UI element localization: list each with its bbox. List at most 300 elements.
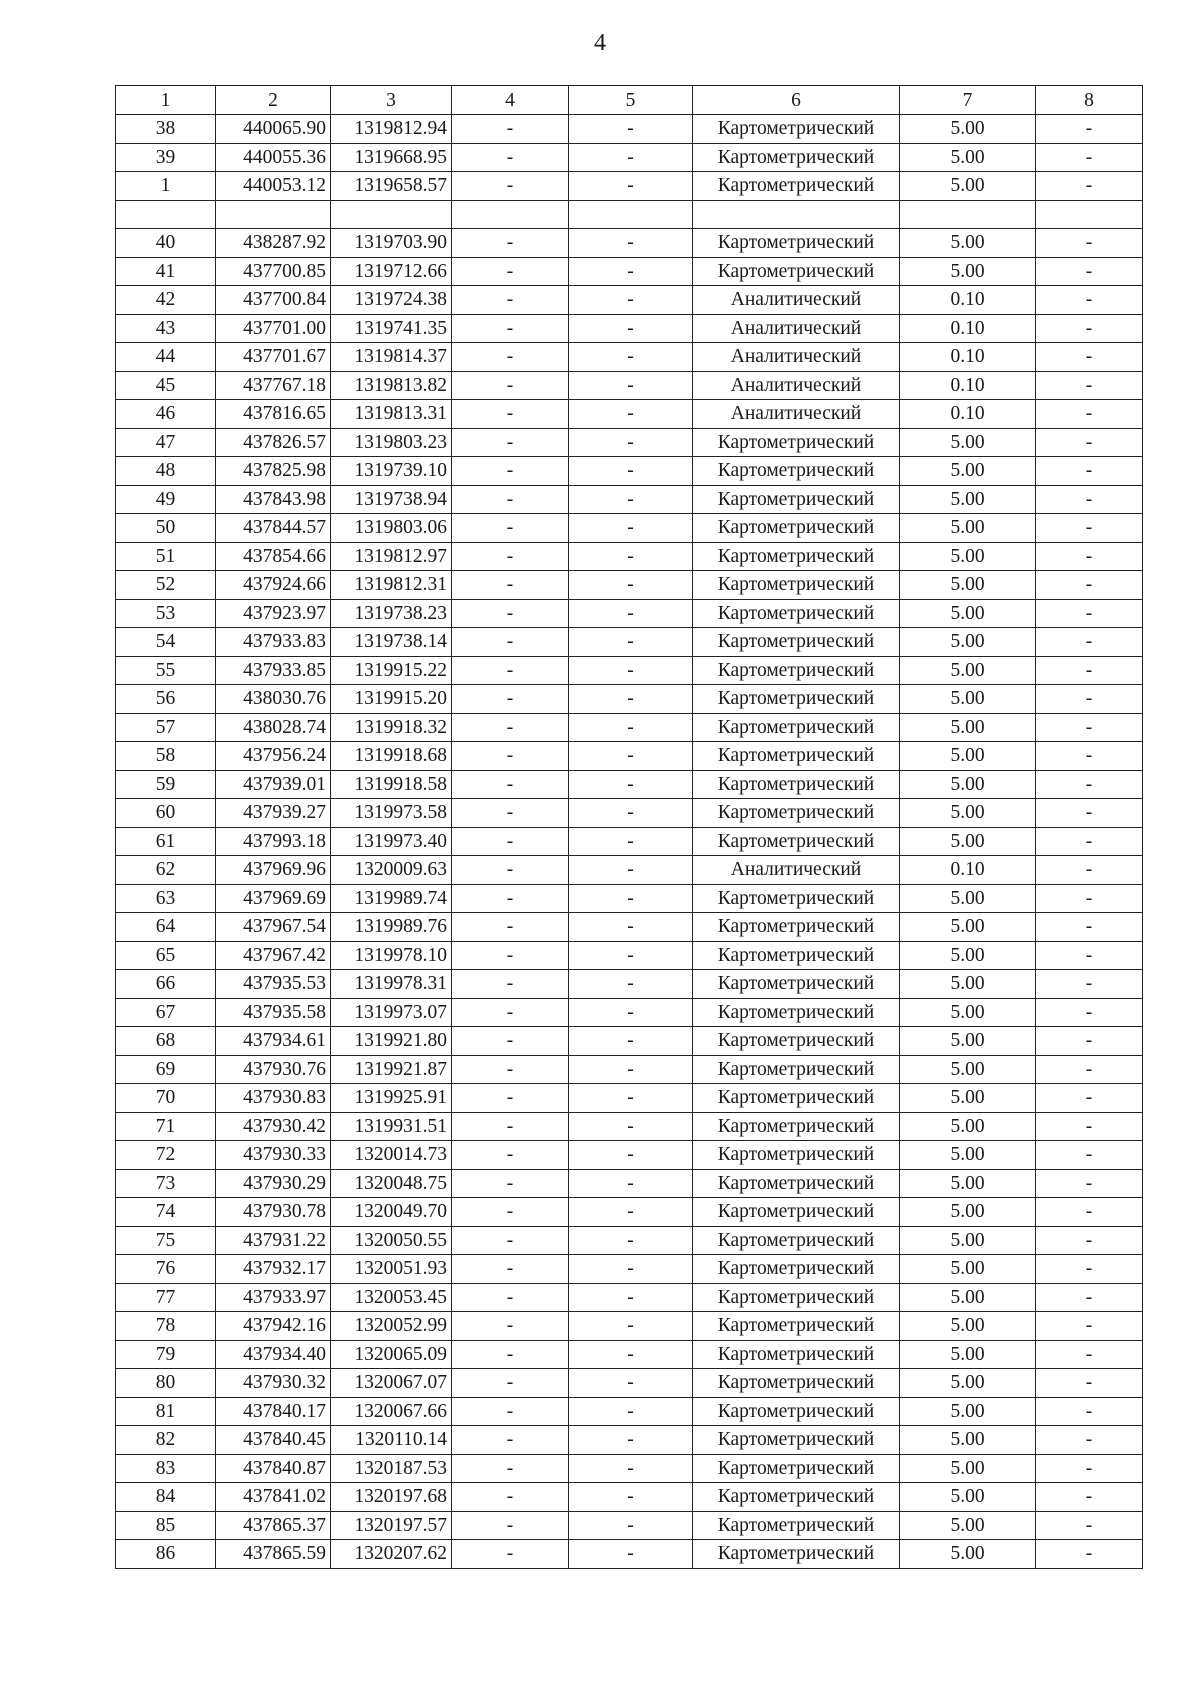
col4-cell: - — [452, 1540, 569, 1569]
col4-cell: - — [452, 856, 569, 885]
column-header: 5 — [569, 86, 693, 115]
col5-cell: - — [569, 1540, 693, 1569]
x-coordinate-cell: 437939.01 — [216, 770, 331, 799]
point-number-cell: 76 — [116, 1255, 216, 1284]
accuracy-cell: 5.00 — [900, 542, 1036, 571]
col4-cell: - — [452, 314, 569, 343]
accuracy-cell: 5.00 — [900, 1255, 1036, 1284]
y-coordinate-cell: 1320052.99 — [331, 1312, 452, 1341]
col4-cell: - — [452, 656, 569, 685]
point-number-cell: 41 — [116, 257, 216, 286]
table-row — [116, 1540, 1143, 1569]
col8-cell: - — [1036, 970, 1143, 999]
table-row — [116, 115, 1143, 144]
col5-cell: - — [569, 371, 693, 400]
accuracy-cell: 5.00 — [900, 1283, 1036, 1312]
y-coordinate-cell: 1319918.58 — [331, 770, 452, 799]
x-coordinate-cell: 437930.76 — [216, 1055, 331, 1084]
x-coordinate-cell: 437969.69 — [216, 884, 331, 913]
col4-cell: - — [452, 628, 569, 657]
method-cell: Картометрический — [693, 257, 900, 286]
col4-cell: - — [452, 371, 569, 400]
col5-cell: - — [569, 1397, 693, 1426]
accuracy-cell: 5.00 — [900, 172, 1036, 201]
table-row — [116, 628, 1143, 657]
col4-cell: - — [452, 1055, 569, 1084]
col5-cell: - — [569, 1511, 693, 1540]
table-row — [116, 1426, 1143, 1455]
method-cell: Картометрический — [693, 599, 900, 628]
col8-cell: - — [1036, 1169, 1143, 1198]
col8-cell: - — [1036, 1141, 1143, 1170]
col8-cell: - — [1036, 571, 1143, 600]
y-coordinate-cell: 1319814.37 — [331, 343, 452, 372]
col8-cell: - — [1036, 428, 1143, 457]
col8-cell: - — [1036, 770, 1143, 799]
y-coordinate-cell: 1319812.97 — [331, 542, 452, 571]
col8-cell: - — [1036, 229, 1143, 258]
accuracy-cell: 5.00 — [900, 1397, 1036, 1426]
col5-cell: - — [569, 428, 693, 457]
method-cell: Картометрический — [693, 742, 900, 771]
point-number-cell: 46 — [116, 400, 216, 429]
col5-cell: - — [569, 1226, 693, 1255]
y-coordinate-cell: 1319812.31 — [331, 571, 452, 600]
table-row — [116, 428, 1143, 457]
accuracy-cell: 5.00 — [900, 1084, 1036, 1113]
col4-cell: - — [452, 1226, 569, 1255]
table-row — [116, 143, 1143, 172]
col5-cell: - — [569, 685, 693, 714]
method-cell: Картометрический — [693, 884, 900, 913]
method-cell: Картометрический — [693, 1027, 900, 1056]
col4-cell: - — [452, 1027, 569, 1056]
x-coordinate-cell: 437843.98 — [216, 485, 331, 514]
column-header: 1 — [116, 86, 216, 115]
col8-cell: - — [1036, 314, 1143, 343]
table-row — [116, 827, 1143, 856]
point-number-cell: 63 — [116, 884, 216, 913]
y-coordinate-cell: 1320065.09 — [331, 1340, 452, 1369]
col8-cell: - — [1036, 799, 1143, 828]
accuracy-cell: 0.10 — [900, 286, 1036, 315]
y-coordinate-cell: 1320050.55 — [331, 1226, 452, 1255]
method-cell: Картометрический — [693, 1226, 900, 1255]
accuracy-cell: 5.00 — [900, 770, 1036, 799]
col5-cell: - — [569, 1312, 693, 1341]
table-row — [116, 200, 1143, 229]
col8-cell: - — [1036, 628, 1143, 657]
y-coordinate-cell: 1320053.45 — [331, 1283, 452, 1312]
table-row — [116, 1198, 1143, 1227]
col8-cell: - — [1036, 1369, 1143, 1398]
accuracy-cell: 5.00 — [900, 1027, 1036, 1056]
col8-cell: - — [1036, 884, 1143, 913]
accuracy-cell: 5.00 — [900, 428, 1036, 457]
col4-cell: - — [452, 1340, 569, 1369]
method-cell: Аналитический — [693, 286, 900, 315]
method-cell: Картометрический — [693, 1255, 900, 1284]
table-row — [116, 599, 1143, 628]
table-row — [116, 998, 1143, 1027]
y-coordinate-cell: 1319915.22 — [331, 656, 452, 685]
y-coordinate-cell: 1319921.80 — [331, 1027, 452, 1056]
col4-cell: - — [452, 713, 569, 742]
col8-cell: - — [1036, 1255, 1143, 1284]
point-number-cell: 71 — [116, 1112, 216, 1141]
method-cell: Картометрический — [693, 457, 900, 486]
point-number-cell: 83 — [116, 1454, 216, 1483]
col5-cell: - — [569, 400, 693, 429]
point-number-cell: 43 — [116, 314, 216, 343]
y-coordinate-cell: 1319738.94 — [331, 485, 452, 514]
col8-cell: - — [1036, 1426, 1143, 1455]
x-coordinate-cell: 437844.57 — [216, 514, 331, 543]
method-cell: Картометрический — [693, 1283, 900, 1312]
method-cell: Картометрический — [693, 1426, 900, 1455]
y-coordinate-cell: 1319741.35 — [331, 314, 452, 343]
col5-cell: - — [569, 941, 693, 970]
point-number-cell: 85 — [116, 1511, 216, 1540]
x-coordinate-cell: 437701.00 — [216, 314, 331, 343]
col5-cell: - — [569, 884, 693, 913]
method-cell: Картометрический — [693, 1112, 900, 1141]
x-coordinate-cell: 437932.17 — [216, 1255, 331, 1284]
table-row — [116, 713, 1143, 742]
table-row — [116, 1511, 1143, 1540]
accuracy-cell: 5.00 — [900, 1312, 1036, 1341]
y-coordinate-cell: 1319978.10 — [331, 941, 452, 970]
col4-cell: - — [452, 485, 569, 514]
x-coordinate-cell: 437865.37 — [216, 1511, 331, 1540]
x-coordinate-cell: 437700.85 — [216, 257, 331, 286]
col8-cell: - — [1036, 599, 1143, 628]
point-number-cell: 86 — [116, 1540, 216, 1569]
col8-cell: - — [1036, 827, 1143, 856]
accuracy-cell: 5.00 — [900, 713, 1036, 742]
accuracy-cell: 5.00 — [900, 656, 1036, 685]
accuracy-cell: 5.00 — [900, 970, 1036, 999]
table-row — [116, 1141, 1143, 1170]
x-coordinate-cell: 437935.58 — [216, 998, 331, 1027]
accuracy-cell: 5.00 — [900, 1112, 1036, 1141]
col5-cell: - — [569, 970, 693, 999]
col4-cell: - — [452, 286, 569, 315]
col5-cell: - — [569, 742, 693, 771]
col4-cell: - — [452, 599, 569, 628]
col4-cell: - — [452, 143, 569, 172]
table-row — [116, 770, 1143, 799]
col8-cell: - — [1036, 685, 1143, 714]
col8-cell: - — [1036, 998, 1143, 1027]
y-coordinate-cell: 1320048.75 — [331, 1169, 452, 1198]
table-row — [116, 314, 1143, 343]
x-coordinate-cell: 437934.61 — [216, 1027, 331, 1056]
x-coordinate-cell: 437956.24 — [216, 742, 331, 771]
accuracy-cell: 5.00 — [900, 1483, 1036, 1512]
method-cell: Картометрический — [693, 1055, 900, 1084]
col5-cell: - — [569, 1340, 693, 1369]
method-cell: Картометрический — [693, 970, 900, 999]
method-cell: Картометрический — [693, 143, 900, 172]
method-cell — [693, 200, 900, 229]
method-cell: Картометрический — [693, 913, 900, 942]
col8-cell: - — [1036, 400, 1143, 429]
point-number-cell: 48 — [116, 457, 216, 486]
col4-cell: - — [452, 1255, 569, 1284]
col8-cell: - — [1036, 115, 1143, 144]
col4-cell: - — [452, 1141, 569, 1170]
x-coordinate-cell: 437930.33 — [216, 1141, 331, 1170]
point-number-cell: 75 — [116, 1226, 216, 1255]
point-number-cell: 66 — [116, 970, 216, 999]
x-coordinate-cell: 437826.57 — [216, 428, 331, 457]
point-number-cell: 1 — [116, 172, 216, 201]
accuracy-cell: 0.10 — [900, 314, 1036, 343]
col5-cell: - — [569, 856, 693, 885]
accuracy-cell: 0.10 — [900, 400, 1036, 429]
x-coordinate-cell: 437993.18 — [216, 827, 331, 856]
table-row — [116, 1112, 1143, 1141]
x-coordinate-cell: 437840.17 — [216, 1397, 331, 1426]
y-coordinate-cell: 1319803.06 — [331, 514, 452, 543]
table-row — [116, 1483, 1143, 1512]
accuracy-cell: 5.00 — [900, 799, 1036, 828]
method-cell: Картометрический — [693, 656, 900, 685]
col8-cell: - — [1036, 485, 1143, 514]
accuracy-cell: 5.00 — [900, 257, 1036, 286]
method-cell: Картометрический — [693, 1169, 900, 1198]
table-row — [116, 1369, 1143, 1398]
col5-cell: - — [569, 1084, 693, 1113]
x-coordinate-cell: 437935.53 — [216, 970, 331, 999]
point-number-cell: 60 — [116, 799, 216, 828]
point-number-cell: 65 — [116, 941, 216, 970]
accuracy-cell: 0.10 — [900, 856, 1036, 885]
col8-cell: - — [1036, 172, 1143, 201]
x-coordinate-cell: 438030.76 — [216, 685, 331, 714]
col8-cell: - — [1036, 1283, 1143, 1312]
method-cell: Картометрический — [693, 172, 900, 201]
point-number-cell: 50 — [116, 514, 216, 543]
method-cell: Аналитический — [693, 856, 900, 885]
col4-cell: - — [452, 941, 569, 970]
method-cell: Картометрический — [693, 1483, 900, 1512]
point-number-cell: 61 — [116, 827, 216, 856]
col5-cell: - — [569, 1027, 693, 1056]
col4-cell: - — [452, 913, 569, 942]
point-number-cell: 59 — [116, 770, 216, 799]
point-number-cell: 39 — [116, 143, 216, 172]
table-row — [116, 1255, 1143, 1284]
x-coordinate-cell: 437700.84 — [216, 286, 331, 315]
table-row — [116, 1283, 1143, 1312]
point-number-cell: 42 — [116, 286, 216, 315]
table-row — [116, 742, 1143, 771]
x-coordinate-cell: 440055.36 — [216, 143, 331, 172]
x-coordinate-cell: 440065.90 — [216, 115, 331, 144]
column-header: 8 — [1036, 86, 1143, 115]
method-cell: Картометрический — [693, 713, 900, 742]
col5-cell: - — [569, 913, 693, 942]
accuracy-cell: 5.00 — [900, 1426, 1036, 1455]
accuracy-cell: 5.00 — [900, 941, 1036, 970]
method-cell: Аналитический — [693, 343, 900, 372]
method-cell: Аналитический — [693, 400, 900, 429]
col8-cell: - — [1036, 1312, 1143, 1341]
point-number-cell: 82 — [116, 1426, 216, 1455]
col8-cell: - — [1036, 1027, 1143, 1056]
col5-cell: - — [569, 257, 693, 286]
accuracy-cell: 5.00 — [900, 115, 1036, 144]
col8-cell — [1036, 200, 1143, 229]
column-header: 6 — [693, 86, 900, 115]
page-number: 4 — [594, 30, 606, 56]
x-coordinate-cell: 437931.22 — [216, 1226, 331, 1255]
point-number-cell: 44 — [116, 343, 216, 372]
y-coordinate-cell: 1319921.87 — [331, 1055, 452, 1084]
point-number-cell: 84 — [116, 1483, 216, 1512]
col4-cell: - — [452, 542, 569, 571]
x-coordinate-cell: 440053.12 — [216, 172, 331, 201]
col8-cell: - — [1036, 1112, 1143, 1141]
accuracy-cell: 5.00 — [900, 628, 1036, 657]
x-coordinate-cell: 438028.74 — [216, 713, 331, 742]
col5-cell: - — [569, 1426, 693, 1455]
col5-cell: - — [569, 1255, 693, 1284]
y-coordinate-cell: 1320067.07 — [331, 1369, 452, 1398]
col5-cell: - — [569, 1141, 693, 1170]
method-cell: Картометрический — [693, 628, 900, 657]
point-number-cell: 38 — [116, 115, 216, 144]
y-coordinate-cell: 1319931.51 — [331, 1112, 452, 1141]
col5-cell: - — [569, 799, 693, 828]
point-number-cell: 72 — [116, 1141, 216, 1170]
col4-cell: - — [452, 257, 569, 286]
table-row — [116, 1084, 1143, 1113]
y-coordinate-cell: 1319973.07 — [331, 998, 452, 1027]
x-coordinate-cell: 437939.27 — [216, 799, 331, 828]
col4-cell: - — [452, 1454, 569, 1483]
col4-cell: - — [452, 884, 569, 913]
col5-cell: - — [569, 143, 693, 172]
accuracy-cell: 5.00 — [900, 1141, 1036, 1170]
point-number-cell: 54 — [116, 628, 216, 657]
x-coordinate-cell: 437923.97 — [216, 599, 331, 628]
col5-cell: - — [569, 1055, 693, 1084]
col5-cell — [569, 200, 693, 229]
x-coordinate-cell: 437934.40 — [216, 1340, 331, 1369]
col4-cell: - — [452, 1369, 569, 1398]
point-number-cell: 56 — [116, 685, 216, 714]
col4-cell: - — [452, 1511, 569, 1540]
method-cell: Картометрический — [693, 1141, 900, 1170]
table-row — [116, 457, 1143, 486]
accuracy-cell: 5.00 — [900, 827, 1036, 856]
method-cell: Картометрический — [693, 685, 900, 714]
col8-cell: - — [1036, 1454, 1143, 1483]
x-coordinate-cell: 437924.66 — [216, 571, 331, 600]
col8-cell: - — [1036, 1084, 1143, 1113]
x-coordinate-cell: 437840.87 — [216, 1454, 331, 1483]
col5-cell: - — [569, 286, 693, 315]
col4-cell: - — [452, 742, 569, 771]
y-coordinate-cell: 1319915.20 — [331, 685, 452, 714]
col4-cell: - — [452, 1397, 569, 1426]
point-number-cell: 47 — [116, 428, 216, 457]
point-number-cell: 70 — [116, 1084, 216, 1113]
table-row — [116, 257, 1143, 286]
point-number-cell: 64 — [116, 913, 216, 942]
col5-cell: - — [569, 1112, 693, 1141]
col8-cell: - — [1036, 1540, 1143, 1569]
table-row — [116, 514, 1143, 543]
x-coordinate-cell: 437969.96 — [216, 856, 331, 885]
table-body — [116, 86, 1143, 1569]
column-header: 7 — [900, 86, 1036, 115]
accuracy-cell: 5.00 — [900, 1340, 1036, 1369]
column-header: 2 — [216, 86, 331, 115]
accuracy-cell: 5.00 — [900, 998, 1036, 1027]
col8-cell: - — [1036, 1340, 1143, 1369]
point-number-cell: 51 — [116, 542, 216, 571]
table-row — [116, 1027, 1143, 1056]
point-number-cell: 45 — [116, 371, 216, 400]
col4-cell: - — [452, 1483, 569, 1512]
col4-cell: - — [452, 998, 569, 1027]
x-coordinate-cell: 437930.83 — [216, 1084, 331, 1113]
col5-cell: - — [569, 827, 693, 856]
col8-cell: - — [1036, 856, 1143, 885]
point-number-cell: 79 — [116, 1340, 216, 1369]
col5-cell: - — [569, 1483, 693, 1512]
y-coordinate-cell: 1319738.14 — [331, 628, 452, 657]
accuracy-cell: 5.00 — [900, 685, 1036, 714]
y-coordinate-cell: 1320067.66 — [331, 1397, 452, 1426]
x-coordinate-cell: 437933.97 — [216, 1283, 331, 1312]
y-coordinate-cell: 1319978.31 — [331, 970, 452, 999]
accuracy-cell: 0.10 — [900, 371, 1036, 400]
table-row — [116, 485, 1143, 514]
table-row — [116, 941, 1143, 970]
accuracy-cell: 5.00 — [900, 1055, 1036, 1084]
method-cell: Картометрический — [693, 1511, 900, 1540]
table-row — [116, 799, 1143, 828]
y-coordinate-cell: 1319803.23 — [331, 428, 452, 457]
y-coordinate-cell: 1319739.10 — [331, 457, 452, 486]
table-header-row — [116, 86, 1143, 115]
y-coordinate-cell: 1319658.57 — [331, 172, 452, 201]
col4-cell: - — [452, 1283, 569, 1312]
table-row — [116, 970, 1143, 999]
point-number-cell: 77 — [116, 1283, 216, 1312]
x-coordinate-cell: 437701.67 — [216, 343, 331, 372]
col4-cell: - — [452, 115, 569, 144]
col8-cell: - — [1036, 343, 1143, 372]
y-coordinate-cell: 1319918.32 — [331, 713, 452, 742]
y-coordinate-cell: 1319813.31 — [331, 400, 452, 429]
col8-cell: - — [1036, 656, 1143, 685]
col8-cell: - — [1036, 1198, 1143, 1227]
y-coordinate-cell: 1319925.91 — [331, 1084, 452, 1113]
method-cell: Картометрический — [693, 1369, 900, 1398]
col5-cell: - — [569, 229, 693, 258]
table-row — [116, 371, 1143, 400]
point-number-cell: 81 — [116, 1397, 216, 1426]
col8-cell: - — [1036, 742, 1143, 771]
y-coordinate-cell: 1320207.62 — [331, 1540, 452, 1569]
col4-cell: - — [452, 970, 569, 999]
